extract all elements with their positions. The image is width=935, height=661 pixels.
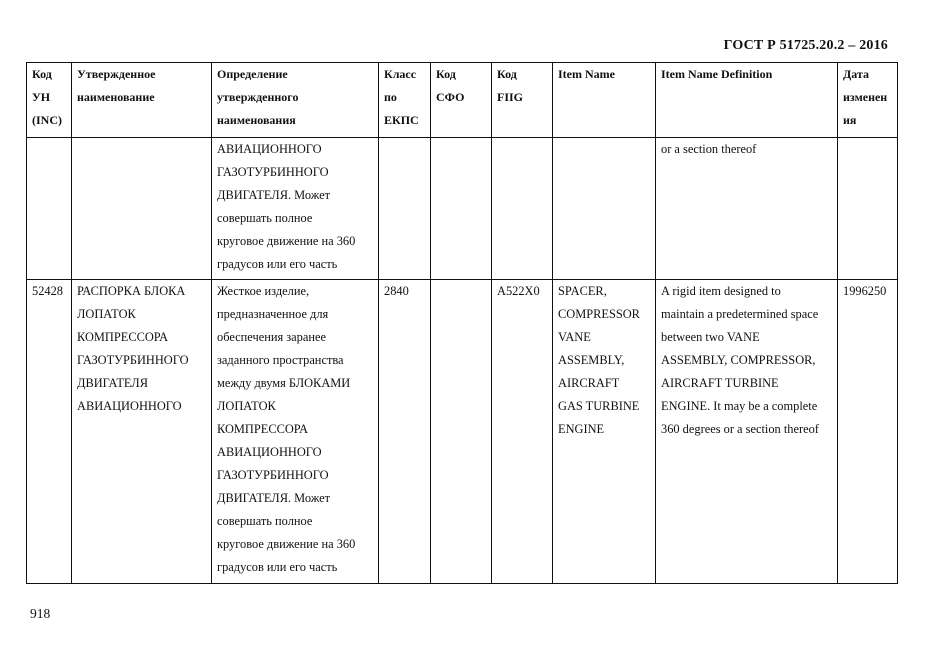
cell-inc [27, 138, 72, 280]
nomenclature-table [26, 62, 898, 584]
cell-fiig-code: A522X0 [492, 280, 553, 584]
header-definition: Определение утвержденного наименования [212, 63, 379, 138]
header-sfo-code: Код СФО [431, 63, 492, 138]
cell-approved-name: РАСПОРКА БЛОКА ЛОПАТОК КОМПРЕССОРА ГАЗОТУРБИННОГО ДВИГАТЕЛЯ АВИАЦИОННОГО [72, 280, 212, 584]
table-header-row [27, 63, 898, 138]
cell-ekps-class [379, 138, 431, 280]
cell-item-name: SPACER, COMPRESSOR VANE ASSEMBLY, AIRCRAFT GAS TURBINE ENGINE [553, 280, 656, 584]
header-approved-name: Утвержденное наименование [72, 63, 212, 138]
header-item-name: Item Name [553, 63, 656, 138]
cell-fiig-code [492, 138, 553, 280]
header-inc: Код УН (INC) [27, 63, 72, 138]
cell-item-name [553, 138, 656, 280]
cell-approved-name [72, 138, 212, 280]
cell-ekps-class: 2840 [379, 280, 431, 584]
cell-definition: АВИАЦИОННОГО ГАЗОТУРБИННОГО ДВИГАТЕЛЯ. Может совершать полное круговое движение на 360 градусов или его часть [212, 138, 379, 280]
page-number: 918 [30, 606, 51, 621]
cell-item-name-definition: or a section thereof [656, 138, 838, 280]
standard-designation: ГОСТ Р 51725.20.2 – 2016 [723, 38, 888, 53]
cell-sfo-code [431, 138, 492, 280]
cell-inc: 52428 [27, 280, 72, 584]
table-row-continuation [27, 138, 898, 280]
cell-sfo-code [431, 280, 492, 584]
header-ekps-class: Класс по ЕКПС [379, 63, 431, 138]
cell-definition: Жесткое изделие, предназначенное для обеспечения заранее заданного пространства между двумя БЛОКАМИ ЛОПАТОК КОМПРЕССОРА АВИАЦИОННОГО ГАЗОТУРБИННОГО ДВИГАТЕЛЯ. Может совершать полное круговое движение на 360 градусов или его часть [212, 280, 379, 584]
cell-change-date [838, 138, 898, 280]
cell-item-name-definition: A rigid item designed to maintain a predetermined space between two VANE ASSEMBLY, COMPRESSOR, AIRCRAFT TURBINE ENGINE. It may be a complete 360 degrees or a section thereof [656, 280, 838, 584]
cell-change-date: 1996250 [838, 280, 898, 584]
header-item-name-definition: Item Name Definition [656, 63, 838, 138]
table-row-52428 [27, 280, 898, 584]
header-change-date: Дата изменен ия [838, 63, 898, 138]
header-fiig-code: Код FIIG [492, 63, 553, 138]
